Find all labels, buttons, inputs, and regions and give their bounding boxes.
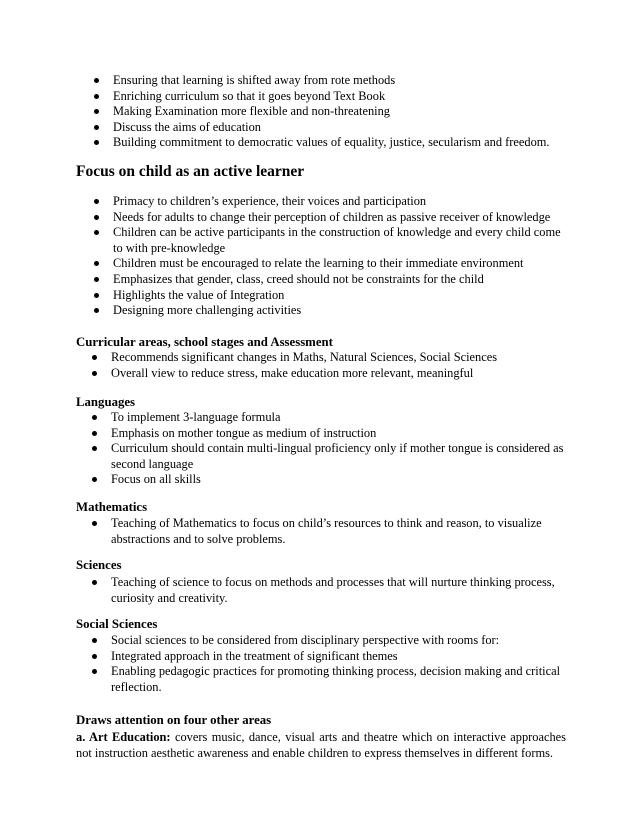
bullet-icon	[94, 293, 99, 298]
languages-list	[0, 410, 638, 488]
list-item-text: Designing more challenging activities	[113, 303, 302, 318]
intro-list	[0, 73, 638, 151]
list-item-text: Social sciences to be considered from disciplinary perspective with rooms for:	[111, 633, 500, 647]
list-item	[0, 649, 638, 665]
bullet-icon	[92, 654, 97, 659]
art-education-label: a. Art Education:	[76, 730, 171, 744]
list-item	[0, 210, 638, 226]
list-item-text: Emphasis on mother tongue as medium of instruction	[111, 425, 377, 440]
bullet-icon	[92, 415, 97, 420]
bullet-icon	[92, 580, 97, 585]
list-item-text: Emphasizes that gender, class, creed should not be constraints for the child	[113, 271, 484, 286]
sciences-list	[0, 575, 638, 606]
bullet-icon	[94, 277, 99, 282]
list-item	[0, 441, 638, 472]
list-item	[0, 104, 638, 120]
mathematics-list	[0, 516, 638, 547]
list-item	[0, 350, 638, 366]
list-item	[0, 135, 638, 151]
list-item	[0, 366, 638, 382]
list-item-text: Making Examination more flexible and non-threatening	[113, 104, 390, 119]
list-item	[0, 225, 638, 256]
bullet-icon	[92, 669, 97, 674]
list-item-text: Overall view to reduce stress, make education more relevant, meaningful	[111, 365, 474, 380]
list-item	[0, 410, 638, 426]
list-item-text: Integrated approach in the treatment of significant themes	[111, 648, 398, 663]
list-item	[0, 575, 638, 606]
focus-child-section	[0, 194, 638, 319]
social-sciences-list	[0, 633, 638, 695]
bullet-icon	[94, 109, 99, 114]
list-item-text: Curriculum should contain multi-lingual proficiency only if mother tongue is considered as second language	[111, 441, 564, 471]
art-education-text: covers music, dance, visual arts and theatre which on interactive approaches not instruction aesthetic awareness and enable children to express themselves in different forms.	[76, 730, 566, 760]
languages-section	[0, 410, 638, 488]
list-item-text: Primacy to children’s experience, their voices and participation	[113, 194, 427, 208]
list-item-text: To implement 3-language formula	[111, 410, 281, 424]
list-item-text: Recommends significant changes in Maths, Natural Sciences, Social Sciences	[111, 350, 498, 364]
bullet-icon	[92, 371, 97, 376]
list-item	[0, 633, 638, 649]
list-item-text: Highlights the value of Integration	[113, 287, 285, 302]
bullet-icon	[92, 477, 97, 482]
list-item	[0, 303, 638, 319]
list-item-text: Teaching of science to focus on methods and processes that will nurture thinking process, curiosity and creativity.	[111, 575, 555, 605]
sciences-section	[0, 575, 638, 606]
section-heading-mathematics: Mathematics	[76, 500, 148, 514]
list-item-text: Ensuring that learning is shifted away from rote methods	[113, 73, 396, 87]
list-item	[0, 426, 638, 442]
list-item-text: Children can be active participants in the construction of knowledge and every child come to with pre-knowledge	[113, 225, 561, 255]
list-item	[0, 120, 638, 136]
intro-section	[0, 73, 638, 151]
curricular-list	[0, 350, 638, 381]
list-item	[0, 516, 638, 547]
bullet-icon	[94, 94, 99, 99]
curricular-section	[0, 350, 638, 381]
bullet-icon	[94, 308, 99, 313]
focus-child-list	[0, 194, 638, 319]
list-item-text: Focus on all skills	[111, 472, 201, 487]
social-sciences-section	[0, 633, 638, 695]
list-item-text: Needs for adults to change their perception of children as passive receiver of knowledge	[113, 209, 551, 224]
section-heading-focus-child: Focus on child as an active learner	[76, 163, 305, 180]
bullet-icon	[92, 521, 97, 526]
bullet-icon	[92, 638, 97, 643]
list-item	[0, 664, 638, 695]
mathematics-section	[0, 516, 638, 547]
bullet-icon	[92, 355, 97, 360]
bullet-icon	[92, 431, 97, 436]
list-item-text: Children must be encouraged to relate the learning to their immediate environment	[113, 256, 524, 271]
list-item-text: Enabling pedagogic practices for promoting thinking process, decision making and critical reflection.	[111, 664, 561, 694]
section-heading-sciences: Sciences	[76, 558, 122, 572]
list-item	[0, 194, 638, 210]
section-heading-languages: Languages	[76, 395, 136, 409]
bullet-icon	[94, 230, 99, 235]
bullet-icon	[94, 140, 99, 145]
bullet-icon	[94, 125, 99, 130]
section-heading-draws-attention: Draws attention on four other areas	[76, 713, 272, 727]
list-item	[0, 472, 638, 488]
section-heading-curricular: Curricular areas, school stages and Assessment	[76, 335, 333, 349]
list-item	[0, 89, 638, 105]
list-item	[0, 256, 638, 272]
list-item	[0, 288, 638, 304]
list-item-text: Enriching curriculum so that it goes beyond Text Book	[113, 88, 386, 103]
list-item	[0, 73, 638, 89]
list-item-text: Discuss the aims of education	[113, 119, 261, 134]
bullet-icon	[94, 199, 99, 204]
bullet-icon	[94, 261, 99, 266]
list-item-text: Building commitment to democratic values of equality, justice, secularism and freedom.	[113, 135, 550, 150]
list-item	[0, 272, 638, 288]
bullet-icon	[92, 446, 97, 451]
art-education-paragraph	[76, 730, 566, 761]
bullet-icon	[94, 78, 99, 83]
section-heading-social-sciences: Social Sciences	[76, 617, 158, 631]
list-item-text: Teaching of Mathematics to focus on child’s resources to think and reason, to visualize abstractions and to solve problems.	[111, 516, 542, 546]
bullet-icon	[94, 215, 99, 220]
